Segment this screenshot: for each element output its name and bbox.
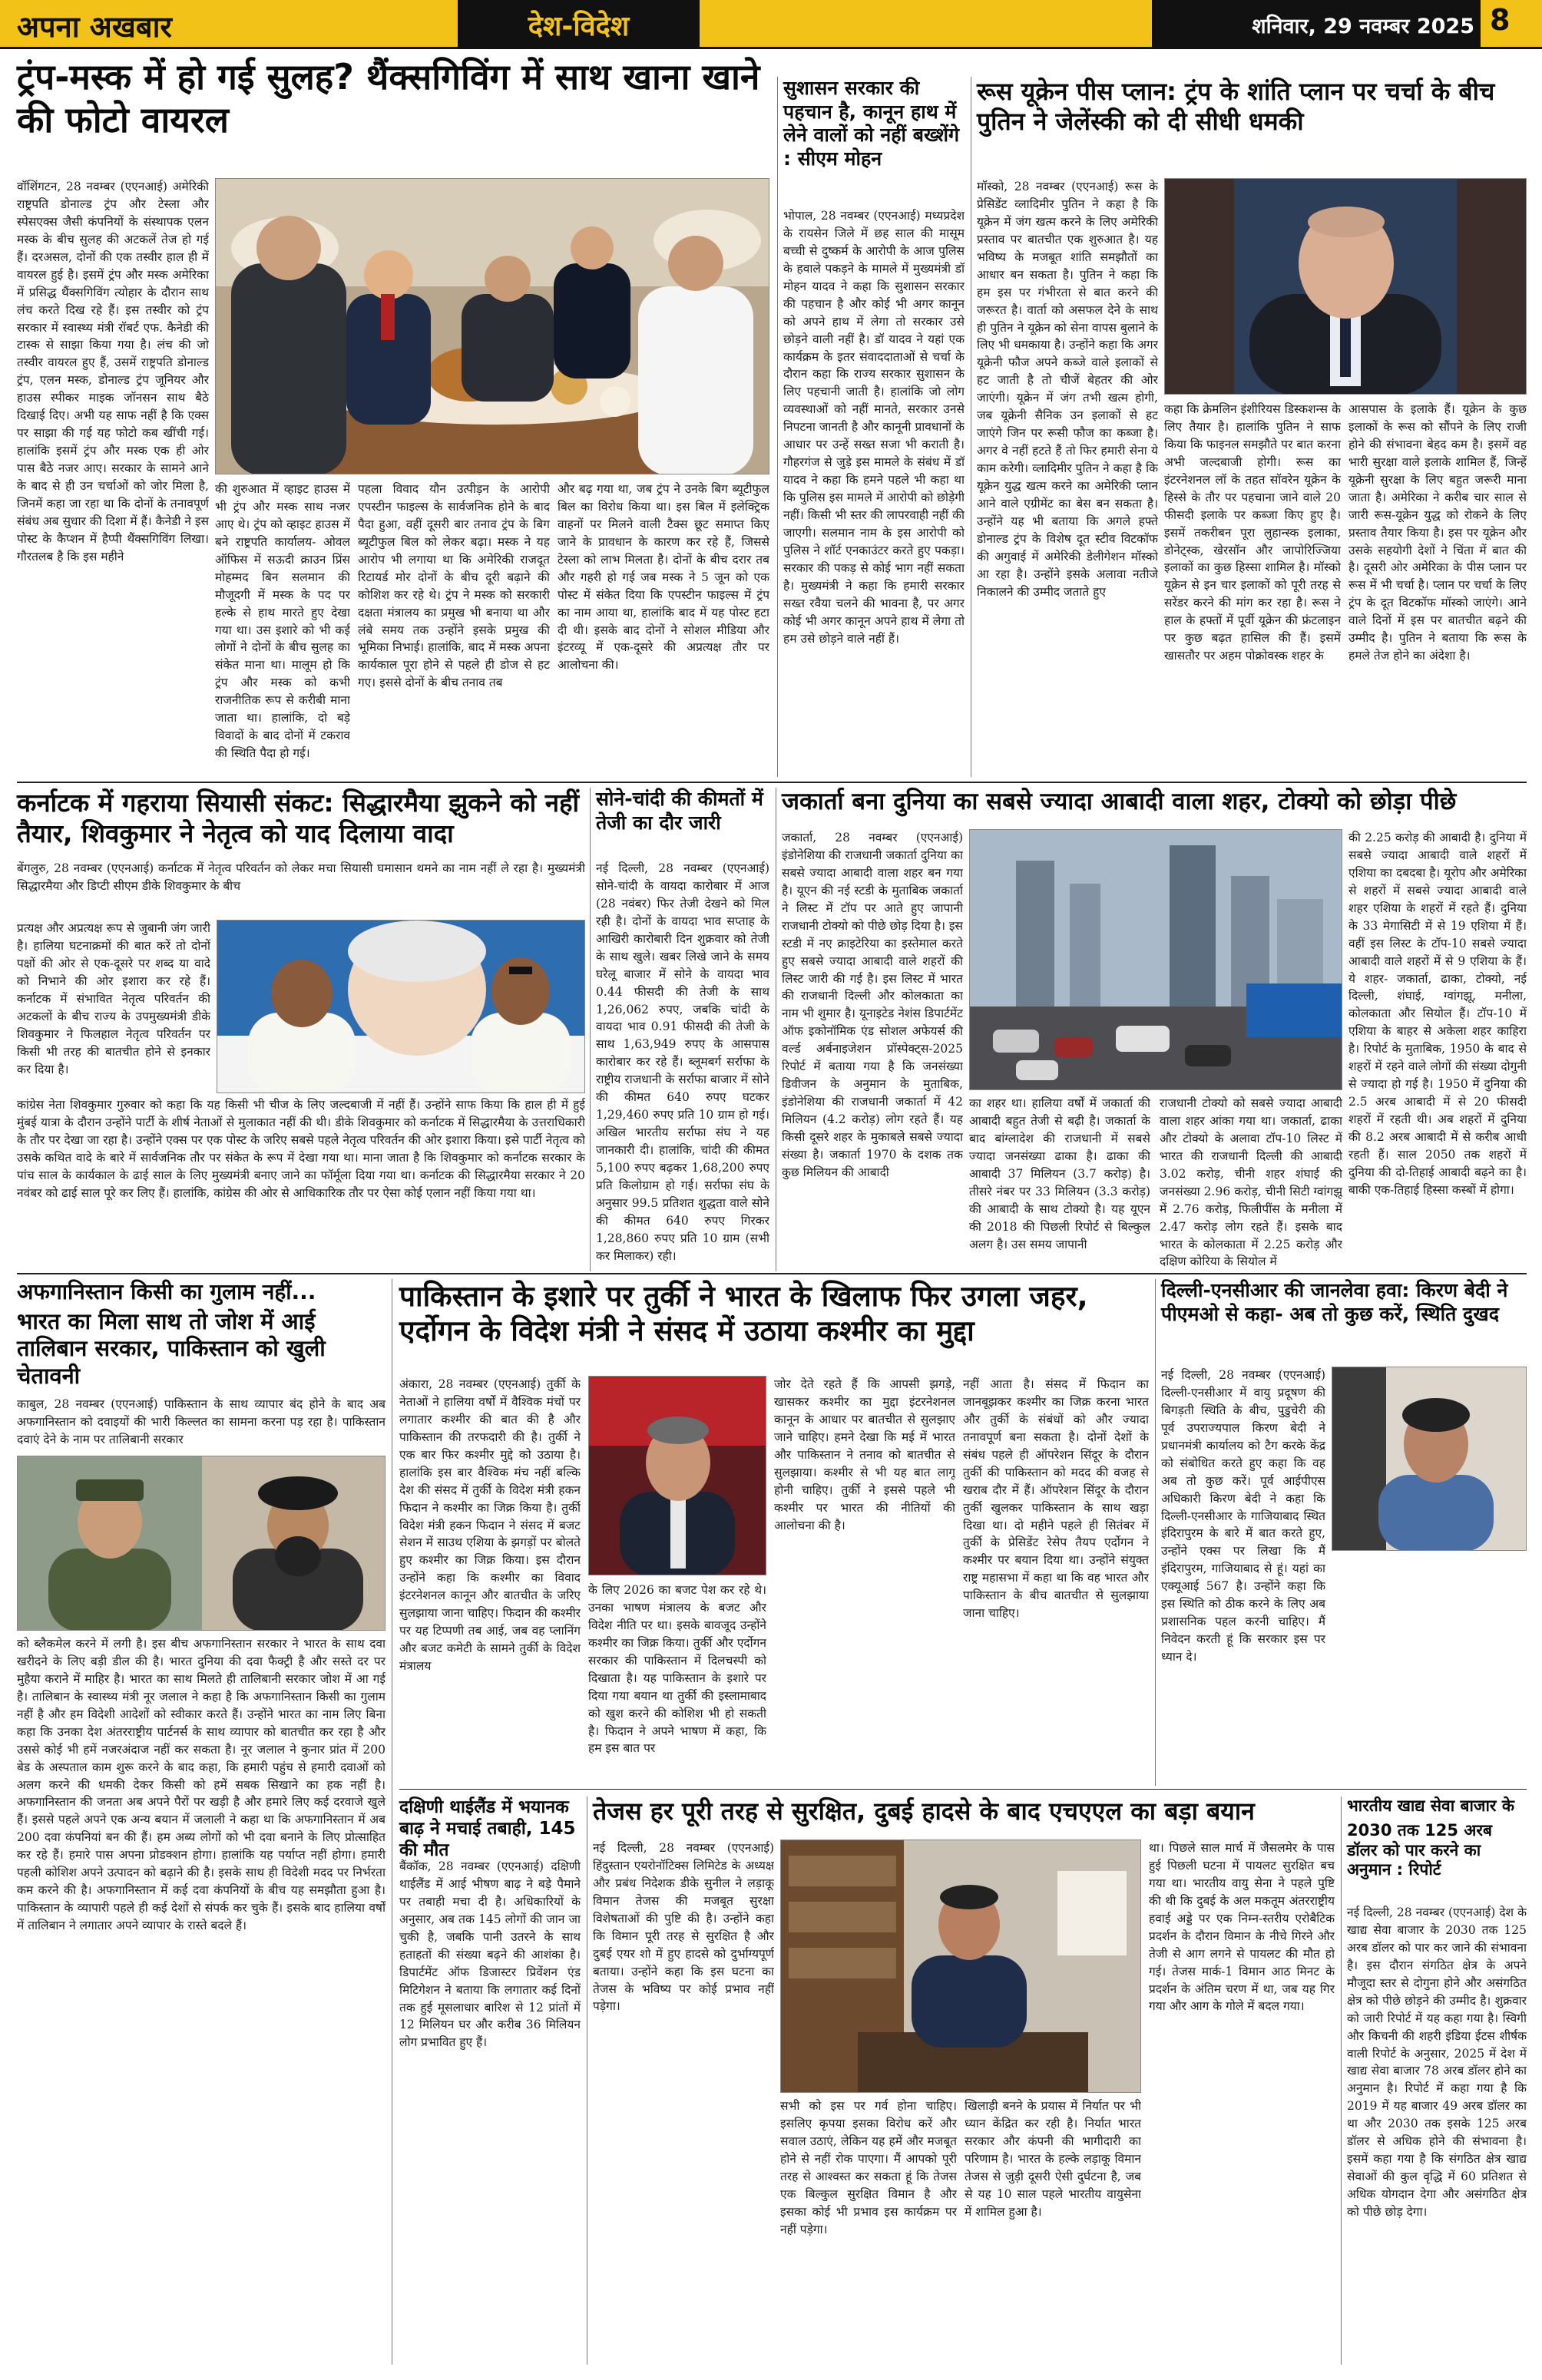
newspaper-name: अपना अखबार	[17, 10, 172, 44]
jakarta-story-col4: की 2.25 करोड़ की आबादी है। दुनिया में सबसे ज्यादा आबादी वाले शहरों में एशिया का दबदबा है। यूरोप और अमेरिका से शहरों में सबसे ज्यादा आबादी वाले शहर एशिया के शहरों में रहते हैं। दुनिया के 33 मेगासिटी में से 19 एशिया में हैं। वहीं इस लिस्ट के टॉप-10 सबसे ज्यादा आबादी वाले शहरों में से 9 एशिया के हैं। ये शहर- जकार्ता, ढाका, टोक्यो, नई दिल्ली, शंघाई, ग्वांगझू, मनीला, कोलकाता और सियोल हैं। टॉप-10 में एशिया के बाहर से अकेला शहर काहिरा है। रिपोर्ट के मुताबिक, 1950 के बाद से शहरों में रहने वाले लोगों की संख्या दोगुनी से ज्यादा हो गई है। 1950 में दुनिया की 2.5 अरब आबादी में से 20 फीसदी शहरों में रहती थी। अब शहरों में दुनिया की 8.2 अरब आबादी में से करीब आधी रहती हैं। साल 2050 तक शहरों में दुनिया की दो-तिहाई आबादी बढ़ने का है। बाकी एक-तिहाई हिस्सा कस्बों में होगा।	[1348, 831, 1527, 1197]
headline-afghanistan-kicker: अफगानिस्तान किसी का गुलाम नहीं...	[17, 1279, 316, 1304]
column-divider	[1341, 1797, 1342, 2365]
headline-karnataka: कर्नाटक में गहराया सियासी संकट: सिद्धारमैया झुकने को नहीं तैयार, शिवकुमार ने नेतृत्व को याद दिलाया वादा	[17, 788, 580, 849]
tejas-story-col3: खिलाड़ी बनने के प्रयास में निर्यात पर भी ध्यान केंद्रित कर रही है। निर्यात भारत सरकार और कंपनी की भागीदारी का परिणाम है। भारत के हल्के लड़ाकू विमान तेजस से जुड़ी दूसरी ऐसी दुर्घटना है, जब से यह 10 साल पहले भारतीय वायुसेना में शामिल हुआ है।	[965, 2099, 1141, 2219]
karnataka-story-body: कांग्रेस नेता शिवकुमार गुरुवार को कहा कि यह किसी भी चीज के लिए जल्दबाजी में नहीं हैं। उन्होंने साफ किया कि हाल ही में हुई मुंबई यात्रा के दौरान उन्होंने पार्टी के शीर्ष नेताओं से मुलाकात नहीं की थी। डीके शिवकुमार को कर्नाटक में सिद्धारमैया के उत्तराधिकारी के तौर पर देखा जा रहा है। उन्होंने एक्स पर एक पोस्ट के जरिए सबसे पहले नेतृत्व परिवर्तन की ओर इशारा किया। इसे पार्टी नेतृत्व को उसके कथित वादे के बारे में सार्वजनिक तौर पर संकेत के रूप में देखा गया था। माना जाता है कि शिवकुमार को कर्नाटक सरकार के पांच साल के कार्यकाल के ढाई साल के लिए मुख्यमंत्री बनाए जाने का फॉर्मूला दिया गया था। कर्नाटक की सिद्धारमैया सरकार ने 20 नवंबर को ढाई साल पूरे कर लिए हैं। हालांकि, कांग्रेस की ओर से आधिकारिक तौर पर ऐसा कोई एलान नहीं किया गया था।	[17, 1098, 585, 1200]
column-divider	[777, 77, 778, 777]
headline-food-market: 2030 तक 125 अरब डॉलर को पार करने का अनुमान : रिपोर्ट	[1347, 1821, 1492, 1879]
karnataka-story-left: प्रत्यक्ष और अप्रत्यक्ष रूप से जुबानी जंग जारी है। हालिया घटनाक्रमों की बात करें तो दोनों पक्षों की ओर से एक-दूसरे पर शब्द या वादे को निभाने की ओर इशारा कर रहे हैं। कर्नाटक में संभावित नेतृत्व परिवर्तन की अटकलों के बीच राज्य के उपमुख्यमंत्री डीके शिवकुमार ने फिलहाल नेतृत्व परिवर्तन पर किसी भी तरह की बातचीत होने से इनकार कर दिया है।	[17, 921, 210, 1076]
tejas-story-col2: सभी को इस पर गर्व होना चाहिए। इसलिए कृपया इसका विरोध करें और सवाल उठाएं, लेकिन यह हमें और मजबूत होने से नहीं रोक पाएगा। मैं आपको पूरी तरह से आश्वस्त कर सकता हूं कि तेजस एक बिल्कुल सुरक्षित विमान है और इसका कोई भी प्रभाव इस कार्यक्रम पर नहीं पड़ेगा।	[780, 2099, 957, 2236]
russia-story-col2: कहा कि क्रेमलिन इंशीरियस डिस्कशन्स के लिए तैयार है। हालांकि पुतिन ने साफ किया कि फाइनल समझौते पर बात करना अभी जल्दबाजी होगी। रूस का इंटरनेशनल लॉ के तहत सॉवरेन यूक्रेन के हिस्से के तौर पर पहचाना जाने वाले 20 फीसदी इलाके पर कब्जा किए हुए है। इसमें तकरीबन पूरा लुहान्स्क इलाका, डोनेट्स्क, खेरसॉन और जापोरिज्जिया इलाकों का कुछ हिस्सा शामिल है। मॉस्को यूक्रेन से इन चार इलाकों को पूरी तरह से सरेंडर करने की मांग कर रहा है। रूस ने हाल के हफ्तों में पूर्वी यूक्रेन की फ्रंटलाइन पर कुछ बढ़त हासिल की हैं। इसमें खासतौर पर अहम पोक्रोवस्क शहर के	[1164, 402, 1341, 663]
afghanistan-story-body: को ब्लैकमेल करने में लगी है। इस बीच अफगानिस्तान सरकार ने भारत के साथ दवा खरीदने के लिए बड़ी डील की है। भारत दुनिया की दवा फैक्ट्री है और सस्ते दर पर मुहैया कराने में माहिर है। भारत का साथ मिलते ही तालिबानी सरकार जोश में आ गई है। तालिबान के स्वास्थ्य मंत्री नूर जलाल ने कहा है कि अफगानिस्तान किसी का गुलाम नहीं है और हम विदेशी आदेशों को स्वीकार करते हैं। उन्होंने भारत का नाम लिए बिना कहा कि उनका देश अंतरराष्ट्रीय पार्टनर्स के साथ व्यापार को बातचीत कर रहा है और उससे कोई भी हमें नजरअंदाज नहीं कर सकता है। नूर जलाल ने कुनार प्रांत में 200 बेड के अस्पताल काम शुरू करने के बाद कहा, कि हमारी पहुंच से हमारी दवाओं को अलग करने की धमकी देकर किसी को हमें सबक सिखाने का हक नहीं है। अफगानिस्तान की जनता अब अपने पैरों पर खड़ी है और हमारे लिए कई दरवाजे खुले हैं। इससे पहले अपने एक अन्य बयान में जलाली ने कहा था कि अफगानिस्तान में अब 200 दवा कंपनियां बन की हैं। हम अब्य लोगों को भी दवा बनाने के लिए प्रोत्साहित कर रहे हैं। हमारे पास अपना प्रोडक्शन होगा। हालांकि यह पर्याप्त नहीं होगा। हमारी पहली कोशिश अपने उत्पादन को बढ़ाने की है। इसके साथ ही विदेशी मदद पर निर्भरता कम करने की है। अफगानिस्तान में कई दवा कंपनियों के बीच यह समझौता हुआ है। पाकिस्तान के व्यापारी पहले ही कई देशों से संपर्क कर चुके हैं। इसके बाद हालिया वर्षों में तालिबान ने लगातार अपने व्यापार के रास्ते बदले हैं।	[17, 1637, 386, 1932]
jakarta-story-col2: का शहर था। हालिया वर्षों में जकार्ता की आबादी बहुत तेजी से बढ़ी है। जकार्ता के बाद बांग्लादेश की राजधानी में सबसे ज्यादा जनसंख्या ढाका है। ढाका की आबादी 37 मिलियन (3.7 करोड़) है। तीसरे नंबर पर 33 मिलियन (3.3 करोड़) की आबादी के साथ टोक्यो है। यह यूएन की 2018 की पिछली रिपोर्ट से बिल्कुल अलग है। उस समय जापानी	[969, 1096, 1150, 1251]
karnataka-story-intro: बेंगलुरु, 28 नवम्बर (एएनआई) कर्नाटक में नेतृत्व परिवर्तन को लेकर मचा सियासी घमासान थमने का नाम नहीं ले रहा है। मुख्यमंत्री सिद्धारमैया और डिप्टी सीएम डीके शिवकुमार के बीच	[17, 861, 585, 893]
tejas-story-col4: था। पिछले साल मार्च में जैसलमेर के पास हुई पिछली घटना में पायलट सुरक्षित बच गया था। भारतीय वायु सेना ने पहले पुष्टि की थी कि दुबई के अल मकतूम अंतरराष्ट्रीय हवाई अड्डे पर एक निम्न-स्तरीय एरोबैटिक प्रदर्शन के दौरान विमान के नीचे गिरने और तेजी से आग लगने से पायलट की मौत हो गई। तेजस मार्क-1 विमान आठ मिनट के प्रदर्शन के अंतिम चरण में था, जब यह गिर गया और आग के गोले में बदल गया।	[1149, 1841, 1335, 2014]
headline-turkey-kashmir: पाकिस्तान के इशारे पर तुर्की ने भारत के खिलाफ फिर उगला जहर, एर्दोगन के विदेश मंत्री ने संसद में उठाया कश्मीर का मुद्दा	[399, 1280, 1088, 1348]
turkey-story-col3: जोर देते रहते हैं कि आपसी झगड़े, खासकर कश्मीर का मुद्दा इंटरनेशनल कानून के आधार पर बातचीत से सुलझाए जाने चाहिए। हमने देखा कि मई में भारत और पाकिस्तान ने तनाव को बातचीत से सुलझाया। कश्मीर से भी यह बात लागू होनी चाहिए। तुर्की ने इससे पहले भी कश्मीर पर भारत की नीतियों की आलोचना की है।	[774, 1377, 955, 1532]
headline-gold-silver: सोने-चांदी की कीमतों में तेजी का दौर जारी	[596, 788, 763, 834]
photo-afghan-leaders	[17, 1456, 386, 1631]
photo-hal-chairman	[780, 1840, 1141, 2093]
mohan-story-body: भोपाल, 28 नवम्बर (एएनआई) मध्यप्रदेश के रायसेन जिले में छह साल की मासूम बच्ची से दुष्कर्म के आरोपी के आज पुलिस के हवाले पकड़ने के मामले में मुख्यमंत्री डॉ मोहन यादव ने कहा कि सुशासन सरकार की पहचान है और कोई भी अगर कानून को अपने हाथ में लेगा तो सरकार उसे छोड़ने वाली नहीं है। डॉ यादव ने यहां एक कार्यक्रम के इतर संवाददाताओं से चर्चा के दौरान कहा कि राज्य सरकार सुशासन के लिए पहचानी जाती है। हालांकि जो लोग व्यवस्थाओं को नहीं मानते, सरकार उनसे निपटना जानती है और कानूनी प्रावधानों के आधार पर उन्हें सख्त सजा भी कराती है। गौहरगंज से जुड़े इस मामले के संबंध में डॉ यादव ने कहा कि हमने पहले भी कहा था कि पुलिस इस मामले में आरोपी को छोड़ेगी नहीं। किसी भी स्तर की लापरवाही नहीं की जाएगी। सलमान नाम के इस आरोपी को पुलिस ने शॉर्ट एनकाउंटर करते हुए पकड़ा। सरकार की पकड़ से कोई भाग नहीं सकता है। मुख्यमंत्री ने कहा कि हमारी सरकार सख्त रवैया चलने की भावना है, पर अगर कोई भी अगर कानून अपने हाथ में लेगा तो हम उसे छोड़ने वाले नहीं हैं।	[783, 209, 965, 646]
headline-jakarta: जकार्ता बना दुनिया का सबसे ज्यादा आबादी वाला शहर, टोक्यो को छोड़ा पीछे	[782, 788, 1457, 815]
headline-trump-musk: ट्रंप-मस्क में हो गई सुलह? थैंक्सगिविंग में साथ खाना खाने की फोटो वायरल	[17, 56, 760, 141]
headline-russia-ukraine: रूस यूक्रेन पीस प्लान: ट्रंप के शांति प्लान पर चर्चा के बीच पुतिन ने जेलेंस्की को दी सीधी धमकी	[977, 77, 1495, 137]
afghanistan-story-intro: काबुल, 28 नवम्बर (एएनआई) पाकिस्तान के साथ व्यापार बंद होने के बाद अब अफगानिस्तान को दवाइयों की भारी किल्लत का सामना करना पड़ रहा है। पाकिस्तान दवाएं देने के नाम पर तालिबानी सरकार	[17, 1397, 386, 1446]
issue-date: शनिवार, 29 नवम्बर 2025	[1252, 15, 1474, 38]
photo-jakarta-traffic	[969, 829, 1342, 1090]
jakarta-story-col3: राजधानी टोक्यो को सबसे ज्यादा आबादी वाला शहर आंका गया था। जकार्ता, ढाका और टोक्यो के अलावा टॉप-10 लिस्ट में भारत की राजधानी दिल्ली की आबादी 3.02 करोड़, चीनी शहर शंघाई की जनसंख्या 2.96 करोड़, चीनी सिटी ग्वांगझू में 2.76 करोड़, फिलीपींस के मनीला में 2.47 करोड़ लोग रहते हैं। इसके बाद भारत के कोलकाता में 2.25 करोड़ और दक्षिण कोरिया के सियोल में	[1160, 1096, 1342, 1268]
headline-mohan: सुशासन सरकार की पहचान है, कानून हाथ में लेने वालों को नहीं बख्शेंगे : सीएम मोहन	[783, 77, 960, 170]
gold-story-body: नई दिल्ली, 28 नवम्बर (एएनआई) सोने-चांदी के वायदा कारोबार में आज (28 नवंबर) फिर तेजी देखने को मिल रही है। दोनों के वायदा भाव सप्ताह के आखिरी कारोबारी दिन शुक्रवार को तेजी के साथ खुले। खबर लिखे जाने के समय घरेलू बाजार में सोने के वायदा भाव 0.44 फीसदी की तेजी के साथ 1,26,062 रुपए, जबकि चांदी के वायदा भाव 0.91 फीसदी की तेजी के साथ 1,63,949 रुपए के आसपास कारोबार कर रहे हैं। ब्लूमबर्ग सर्राफा के राष्ट्रीय राजधानी के सर्राफा बाजार में सोने की कीमत 640 रुपए घटकर 1,29,460 रुपए प्रति 10 ग्राम हो गई। अखिल भारतीय सर्राफा संघ ने यह जानकारी दी। हालांकि, चांदी की कीमत 5,100 रुपए बढ़कर 1,68,200 रुपए प्रति किलोग्राम हो गई। सर्राफा संघ के अनुसार 99.5 प्रतिशत शुद्धता वाले सोने की कीमत 640 रुपए गिरकर 1,28,860 रुपए प्रति 10 ग्राम (सभी कर मिलाकर) रही।	[596, 861, 769, 1263]
headline-tejas-hal: तेजस हर पूरी तरह से सुरक्षित, दुबई हादसे के बाद एचएएल का बड़ा बयान	[593, 1797, 1255, 1826]
turkey-story-col1: अंकारा, 28 नवम्बर (एएनआई) तुर्की के नेताओं ने हालिया वर्षों में वैश्विक मंचों पर लगातार कश्मीर की बात की है और पाकिस्तान की तरफदारी की है। तुर्की ने एक बार फिर कश्मीर मुद्दे को उठाया है। हालांकि इस बार वैश्विक मंच नहीं बल्कि देश की संसद में तुर्की के विदेश मंत्री हकन फिदान ने कश्मीर का जिक्र किया है। तुर्की विदेश मंत्री हकन फिदान ने संसद में बजट सेशन में साउथ एशिया के झगड़ों पर बोलते हुए कश्मीर का जिक्र किया। इस दौरान उन्होंने कहा कि कश्मीर का विवाद इंटरनेशनल कानून और बातचीत के जरिए सुलझाया जाना चाहिए। फिदान की कश्मीर पर यह टिप्पणी तब आई, जब वह प्लानिंग और बजट कमेटी के सामने तुर्की के विदेश मंत्रालय	[399, 1377, 581, 1673]
section-name: देश-विदेश	[528, 11, 630, 42]
jakarta-story-col1: जकार्ता, 28 नवम्बर (एएनआई) इंडोनेशिया की राजधानी जकार्ता दुनिया का सबसे ज्यादा आबादी वाला शहर बन गया है। यूएन की नई स्टडी के मुताबिक जकार्ता ने लिस्ट में टॉप पर आते हुए जापानी राजधानी टोक्यो को पीछे छोड़ दिया है। इस स्टडी में नए क्राइटेरिया का इस्तेमाल करते हुए सबसे ज्यादा आबादी वाले शहरों की लिस्ट जारी की गई है। इस लिस्ट में भारत की राजधानी दिल्ली और कोलकाता का नाम भी शुमार है। यूनाइटेड नेशंस डिपार्टमेंट ऑफ इकोनॉमिक एंड सोशल अफेयर्स की वर्ल्ड अर्बनाइजेशन प्रॉस्पेक्ट्स-2025 रिपोर्ट में बताया गया है कि जनसंख्या डिवीजन के अनुमान के मुताबिक, इंडोनेशिया की राजधानी जकार्ता में 42 मिलियन (4.2 करोड़) लोग रहते हैं। यह किसी दूसरे शहर के मुकाबले सबसे ज्यादा संख्या है। जकार्ता 1970 के दशक तक कुछ मिलियन की आबादी	[782, 831, 963, 1179]
food-market-story-body: नई दिल्ली, 28 नवम्बर (एएनआई) देश के खाद्य सेवा बाजार के 2030 तक 125 अरब डॉलर को पार कर जाने की संभावना है। इस दौरान संगठित क्षेत्र के अपने मौजूदा स्तर से दोगुना होने और असंगठित क्षेत्र को पीछे छोड़ने की उम्मीद है। शुक्रवार को जारी रिपोर्ट में यह कहा गया है। स्विगी और किचनी की शहरी इंडिया ईटस शीर्षक वाली रिपोर्ट के अनुसार, 2025 में देश में खाद्य सेवा बाजार 78 अरब डॉलर होने का अनुमान है। रिपोर्ट में कहा गया है कि 2019 में यह बाजार 49 अरब डॉलर का था और 2030 तक इसके 125 अरब डॉलर से अधिक होने की संभावना है। इसमें कहा गया है कि संगठित क्षेत्र खाद्य सेवाओं की कुल वृद्धि में 60 प्रतिशत से अधिक योगदान देगा और असंगठित क्षेत्र को पीछे छोड़ देगा।	[1347, 1906, 1527, 2219]
section-divider	[17, 1273, 1527, 1274]
russia-story-col1: मॉस्को, 28 नवम्बर (एएनआई) रूस के प्रेसिडेंट व्लादिमीर पुतिन ने कहा है कि यूक्रेन में जंग खत्म करने के लिए अमेरिकी प्रस्ताव पर बातचीत एक शुरुआत है। यह भविष्य के मजबूत शांति समझौतों का आधार बन सकता है। पुतिन ने कहा कि हम इस पर गंभीरता से बात करने की जरूरत है। वार्ता को असफल देने के साथ ही पुतिन ने यूक्रेन को सेना वापस बुलाने के लिए भी धमकाया है। उन्होंने कहा कि अगर यूक्रेनी फौज अपने कब्जे वाले इलाकों से हट जाती है तो चीजें बेहतर की ओर जाएंगी। यूक्रेन में जंग तभी खत्म होगी, जब यूक्रेनी सैनिक उन इलाकों से हट जाएंगे जिन पर रूसी फौज का कब्जा है। अगर वे नहीं हटते हैं तो फिर हमारी सेना ये काम करेगी। व्लादिमीर पुतिन ने कहा है कि यूक्रेन युद्ध खत्म करने का अमेरिकी प्लान आने वाले एग्रीमेंट का बेस बन सकता है। उन्होंने यह भी बताया कि अगले हफ्ते डोनाल्ड ट्रंप के विशेष दूत स्टीव विटकॉफ की अगुवाई में अमेरिकी डेलीगेशन मॉस्को आ रहा है। उन्होंने इसके अलावा नतीजे निकालने की उम्मीद जताते हुए	[977, 180, 1158, 599]
thailand-story-body: बैंकॉक, 28 नवम्बर (एएनआई) दक्षिणी थाईलैंड में आई भीषण बाढ़ ने बड़े पैमाने पर तबाही मचा दी है। अधिकारियों के अनुसार, अब तक 145 लोगों की जान जा चुकी है, जबकि पानी उतरने के साथ हताहतों की संख्या बढ़ने की आशंका है। डिपार्टमेंट ऑफ डिजास्टर प्रिवेंशन एंड मिटिगेशन ने बताया कि लगातार कई दिनों तक हुई मूसलाधार बारिश से 12 प्रांतों में 12 मिलियन घर और करीब 36 मिलियन लोग प्रभावित हुए हैं।	[399, 1859, 581, 2050]
russia-story-col3: आसपास के इलाके हैं। यूक्रेन के कुछ इलाकों के रूस को सौंपने के लिए राजी होने की संभावना बेहद कम है। इसमें वह भारी सुरक्षा वाले इलाके शामिल हैं, जिन्हें यूक्रेनी सुरक्षा के लिए बहुत जरूरी माना जाता है। अमेरिका ने करीब चार साल से जारी रूस-यूक्रेन युद्ध को रोकने के लिए प्रस्ताव तैयार किया है। इस पर यूक्रेन और उसके सहयोगी देशों ने चिंता में बात की है। दूसरी ओर अमेरिका के पीस प्लान पर रूस में भी चर्चा है। प्लान पर चर्चा के लिए ट्रंप के दूत विटकॉफ मॉस्को जाएंगे। आने वाले दिनों में इस पर बातचीत बढ़ने की उम्मीद है। पुतिन ने बताया कि रूस के हमले तेज होने का अंदेशा है।	[1348, 402, 1527, 663]
headline-afghanistan: भारत का मिला साथ तो जोश में आई तालिबान सरकार, पाकिस्तान को खुली चेतावनी	[17, 1308, 326, 1389]
photo-kiran-bedi	[1332, 1367, 1527, 1551]
column-divider	[1155, 1279, 1156, 1786]
trump-story-col3: पहला विवाद यौन उत्पीड़न के आरोपी एपस्टीन फाइल्स के सार्वजनिक होने के बाद पैदा हुआ, वहीं दूसरी बार तनाव ट्रंप के बिग ब्यूटीफुल बिल को लेकर बढ़ा। मस्क ने यह आरोप भी लगाया था कि अमेरिकी राजदूत रिटायर्ड मोर दोनों के बीच दूरी बढ़ाने की कोशिश कर रहे थे। ट्रंप ने मस्क को सरकारी दक्षता मंत्रालय का प्रमुख भी बनाया था और लंबे समय तक उन्होंने इसके प्रमुख की भूमिका निभाई। हालांकि, बाद में मस्क अपना कार्यकाल पूरा होने से पहले ही डोज से हट गए। इससे दोनों के बीच तनाव तब	[358, 482, 550, 690]
headline-food-market-kicker: भारतीय खाद्य सेवा बाजार के	[1347, 1797, 1514, 1815]
photo-putin	[1164, 178, 1527, 395]
page-number: 8	[1490, 3, 1511, 37]
photo-hakan-fidan	[588, 1376, 766, 1575]
trump-story-col1: वॉशिंगटन, 28 नवम्बर (एएनआई) अमेरिकी राष्ट्रपति डोनाल्ड ट्रंप और टेस्ला और स्पेसएक्स जैसी कंपनियों के संस्थापक एलन मस्क के बीच सुलह की अटकलें तेज हो गई हैं। दरअसल, दोनों की एक तस्वीर हाल ही में वायरल हुई है। इसमें ट्रंप और मस्क अमेरिका में प्रसिद्ध थैंक्सगिविंग त्योहार के दौरान साथ लंच करते दिख रहे हैं। इस तस्वीर को ट्रंप सरकार में स्वास्थ्य मंत्री रॉबर्ट एफ. कैनेडी की टास्क से साझा किया गया है। लंच की जो तस्वीर वायरल हुए हैं, उसमें राष्ट्रपति डोनाल्ड ट्रंप, एलन मस्क, डोनाल्ड ट्रंप जूनियर और हाउस स्पीकर माइक जॉनसन साथ बैठे दिखाई दिए। अभी यह साफ नहीं है कि एक्स पर साझा की गई यह फोटो कब खींची गई। हालांकि इसमें ट्रंप और मस्क एक ही ओर पास बैठे नजर आए। सरकार के सामने आने के बाद से ही उन चर्चाओं को जोर मिला है, जिनमें कहा जा रहा था कि दोनों के तनावपूर्ण संबंध अब सुधार की दिशा में हैं। कैनेडी ने इस पोस्ट के कैप्शन में हैप्पी थैंक्सगिविंग लिखा। गौरतलब है कि इस महीने	[17, 180, 209, 564]
headline-kiran-bedi: दिल्ली-एनसीआर की जानलेवा हवा: किरण बेदी ने पीएमओ से कहा- अब तो कुछ करें, स्थिति दुखद	[1161, 1279, 1508, 1325]
headline-thailand-flood: दक्षिणी थाईलैंड में भयानक बाढ़ ने मचाई तबाही, 145 की मौत	[399, 1797, 576, 1861]
section-divider	[399, 1789, 1527, 1790]
turkey-story-col2: के लिए 2026 का बजट पेश कर रहे थे। उनका भाषण मंत्रालय के बजट और विदेश नीति पर था। इसके बावजूद उन्होंने कश्मीर का जिक्र किया। तुर्की और एर्दोगन सरकार की पाकिस्तान में दिलचस्पी को दिखाता है। यह पाकिस्तान के इशारे पर दिया गया बयान था तुर्की की इस्लामाबाद को खुश करने की कोशिश भी हो सकती है। फिदान ने अपने भाषण में कहा, कि हम इस बात पर	[588, 1583, 766, 1756]
trump-story-col4: और बढ़ गया था, जब ट्रंप ने उनके बिग ब्यूटीफुल बिल का विरोध किया था। इस बिल में इलेक्ट्रिक वाहनों पर मिलने वाली टैक्स छूट समाप्त किए जाने के प्रावधान के कारण कर रहे हैं, जिससे टेस्ला को लाभ मिलता है। दोनों के बीच दरार तब और गहरी हो गई जब मस्क ने 5 जून को एक पोस्ट में संकेत दिया कि एपस्टीन फाइल्स में ट्रंप का नाम आया था, हालांकि बाद में यह पोस्ट हटा दी थी। इसके बाद दोनों ने सोशल मीडिया और इंटरव्यू में एक-दूसरे की अप्रत्यक्ष तौर पर आलोचना की।	[558, 482, 769, 673]
trump-story-col2: की शुरुआत में व्हाइट हाउस में भी ट्रंप और मस्क साथ नजर आए थे। ट्रंप को व्हाइट हाउस में बने राष्ट्रपति कार्यालय- ओवल ऑफिस में सऊदी क्राउन प्रिंस मोहम्मद बिन सलमान की मौजूदगी में मस्क के पद पर हल्के से हाथ मारते हुए देखा गया था। उस इशारे को भी कई लोगों ने दोनों के बीच सुलह का संकेत माना था। मालूम हो कि ट्रंप और मस्क को कभी राजनीतिक रूप से करीबी माना जाता था। हालांकि, दो बड़े विवादों के बाद दोनों में टकराव की स्थिति पैदा हो गई।	[215, 482, 350, 761]
tejas-story-col1: नई दिल्ली, 28 नवम्बर (एएनआई) हिंदुस्तान एयरोनॉटिक्स लिमिटेड के अध्यक्ष और प्रबंध निदेशक डीके सुनील ने लड़ाकू विमान तेजस की मजबूत सुरक्षा विशेषताओं की पुष्टि की है। उन्होंने कहा कि विमान पूरी तरह से सुरक्षित है और दुबई एयर शो में हुए हादसे को दुर्भाग्यपूर्ण बताया। उन्होंने कहा कि इस घटना का तेजस के भविष्य पर कोई प्रभाव नहीं पड़ेगा।	[593, 1841, 774, 2014]
column-divider	[590, 788, 591, 1271]
photo-siddaramaiah-shivakumar	[217, 920, 585, 1093]
photo-thanksgiving-dinner	[215, 178, 769, 474]
kiran-bedi-story-body: नई दिल्ली, 28 नवम्बर (एएनआई) दिल्ली-एनसीआर में वायु प्रदूषण की बिगड़ती स्थिति के बीच, पुडुचेरी की पूर्व उपराज्यपाल किरण बेदी ने प्रधानमंत्री कार्यालय को टैग करके केंद्र को संबोधित करते हुए कहा कि वह अब तो कुछ करें। पूर्व आईपीएस अधिकारी किरण बेदी ने कहा कि दिल्ली-एनसीआर के गाजियाबाद स्थित इंदिरापुरम के बारे में बात करते हुए, उन्होंने एक्स पर लिखा कि मैं इंदिरापुरम, गाजियाबाद से हूं। यहां का एक्यूआई 567 है। उन्होंने कहा कि इस स्थिति को ठीक करने के लिए अब प्रशासनिक पहल करनी चाहिए। मैं निवेदन करती हूं कि सरकार इस पर ध्यान दे।	[1161, 1368, 1325, 1664]
section-divider	[17, 782, 1527, 783]
turkey-story-col4: नहीं आता है। संसद में फिदान का जानबूझकर कश्मीर का जिक्र करना भारत और तुर्की के संबंधों को और ज्यादा तनावपूर्ण बना सकता है। दोनों देशों के संबंध पहले ही ऑपरेशन सिंदूर के दौरान तुर्की की पाकिस्तान को मदद की वजह से खराब दौर में हैं। ऑपरेशन सिंदूर के दौरान तुर्की खुलकर पाकिस्तान के साथ खड़ा दिखा था। दो महीने पहले ही सितंबर में तुर्की के प्रेसिडेंट रेसेप तैयप एर्दोगन ने कश्मीर पर बयान दिया था। उन्होंने संयुक्त राष्ट्र महासभा में कहा था कि वह भारत और पाकिस्तान के बीच बातचीत से सुलझाया जाना चाहिए।	[963, 1377, 1149, 1621]
